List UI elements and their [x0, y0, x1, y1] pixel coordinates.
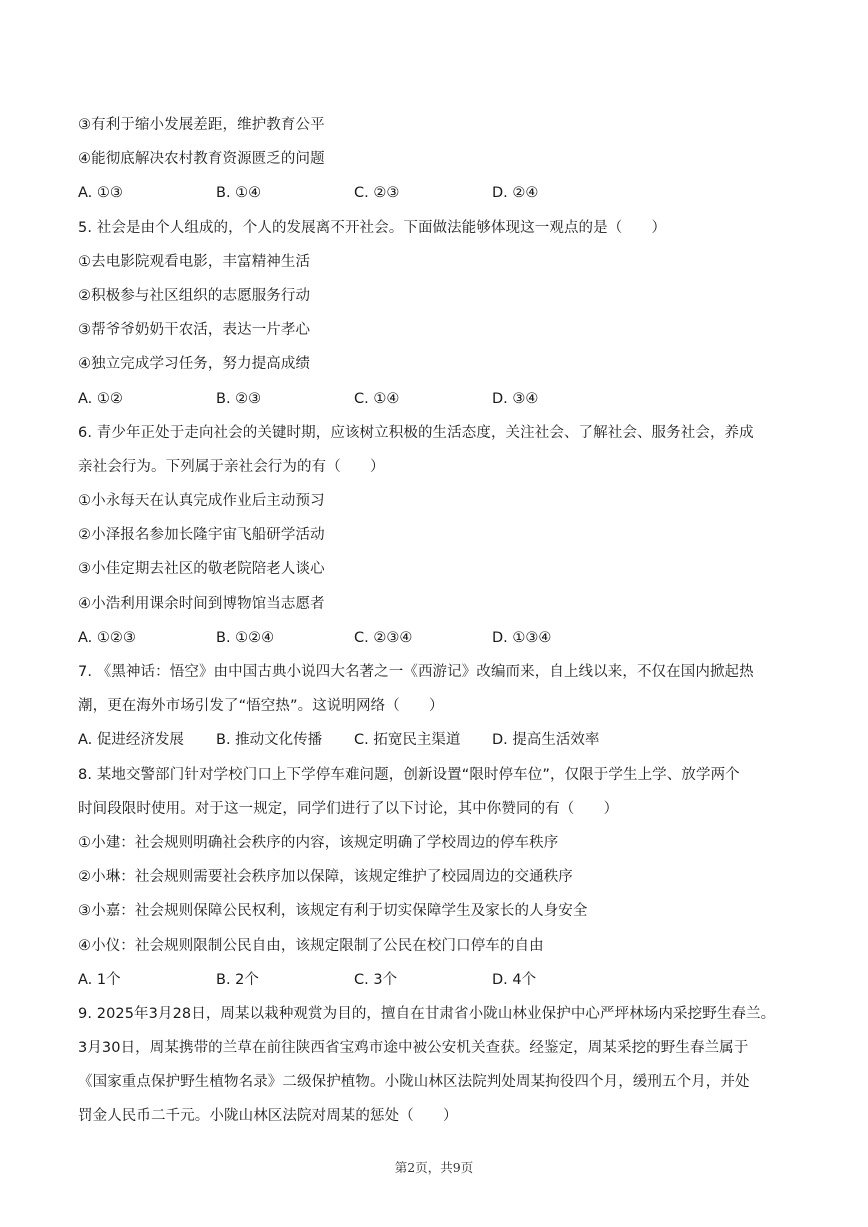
text-line: ③小佳定期去社区的敬老院陪老人谈心 [78, 561, 325, 578]
answer-options-row [78, 382, 790, 416]
text-line: 3月30日，周某携带的兰草在前往陕西省宝鸡市途中被公安机关查获。经鉴定，周某采挖的野生春兰属于 [78, 1040, 749, 1057]
text-line: ①去电影院观看电影，丰富精神生活 [78, 253, 311, 270]
answer-option: B. 2个 [216, 971, 259, 988]
answer-option: D. 4个 [492, 971, 537, 988]
answer-option: B. ①④ [216, 185, 262, 202]
text-line: 6. 青少年正处于走向社会的关键时期，应该树立积极的生活态度，关注社会、了解社会、服务社会，养成 [78, 424, 754, 441]
text-line: 亲社会行为。下列属于亲社会行为的有（ ） [78, 458, 385, 475]
answer-option: C. ②③④ [354, 629, 413, 646]
text-line: ①小建：社会规则明确社会秩序的内容，该规定明确了学校周边的停车秩序 [78, 834, 559, 851]
answer-options-row [78, 963, 790, 997]
text-line: ③小嘉：社会规则保障公民权利，该规定有利于切实保障学生及家长的人身安全 [78, 903, 588, 920]
text-line: ④小浩利用课余时间到博物馆当志愿者 [78, 595, 325, 612]
text-line: 5. 社会是由个人组成的，个人的发展离不开社会。下面做法能够体现这一观点的是（ ） [78, 219, 667, 236]
answer-option: A. 1个 [78, 971, 121, 988]
answer-option: C. ②③ [354, 185, 400, 202]
text-line: 9. 2025年3月28日，周某以栽种观赏为目的，擅自在甘肃省小陇山林业保护中心严坪林场内采挖野生春兰。 [78, 1005, 776, 1022]
answer-options-row [78, 176, 790, 210]
text-line: ④小仪：社会规则限制公民自由，该规定限制了公民在校门口停车的自由 [78, 937, 544, 954]
answer-option: A. ①② [78, 390, 123, 407]
text-line: ②积极参与社区组织的志愿服务行动 [78, 287, 311, 304]
answer-options-row [78, 621, 790, 655]
text-line: 8. 某地交警部门针对学校门口上下学停车难问题，创新设置“限时停车位”，仅限于学生上学、放学两个 [78, 766, 740, 783]
text-line: ①小永每天在认真完成作业后主动预习 [78, 493, 325, 510]
answer-option: C. 拓宽民主渠道 [354, 732, 461, 749]
answer-option: A. ①③ [78, 185, 123, 202]
text-line: ②小泽报名参加长隆宇宙飞船研学活动 [78, 527, 325, 544]
text-line: 7. 《黑神话：悟空》由中国古典小说四大名著之一《西游记》改编而来，自上线以来，不仅在国内掀起热 [78, 664, 754, 680]
text-line: ④能彻底解决农村教育资源匮乏的问题 [78, 151, 325, 168]
answer-option: B. 推动文化传播 [216, 732, 323, 749]
answer-option: A. ①②③ [78, 629, 136, 646]
answer-options-row [78, 723, 790, 757]
text-line: 罚金人民币二千元。小陇山林区法院对周某的惩处（ ） [78, 1108, 458, 1125]
answer-option: C. 3个 [354, 971, 398, 988]
text-line: ③有利于缩小发展差距，维护教育公平 [78, 117, 325, 133]
answer-option: B. ②③ [216, 390, 262, 407]
text-line: 潮，更在海外市场引发了“悟空热”。这说明网络（ ） [78, 698, 444, 715]
answer-option: D. 提高生活效率 [492, 732, 600, 749]
text-line: ④独立完成学习任务，努力提高成绩 [78, 356, 311, 373]
text-line: ②小琳：社会规则需要社会秩序加以保障，该规定维护了校园周边的交通秩序 [78, 869, 573, 886]
answer-option: D. ③④ [492, 390, 539, 407]
question-content [78, 108, 790, 1134]
text-line: ③帮爷爷奶奶干农活，表达一片孝心 [78, 322, 311, 339]
answer-option: D. ②④ [492, 185, 539, 202]
answer-option: A. 促进经济发展 [78, 732, 184, 749]
text-line: 时间段限时使用。对于这一规定，同学们进行了以下讨论，其中你赞同的有（ ） [78, 800, 619, 817]
answer-option: D. ①③④ [492, 629, 552, 646]
page-number-footer: 第2页，共9页 [394, 1160, 474, 1175]
text-line: 《国家重点保护野生植物名录》二级保护植物。小陇山林区法院判处周某拘役四个月，缓刑五个月，并处 [78, 1074, 750, 1091]
answer-option: B. ①②④ [216, 629, 275, 646]
answer-option: C. ①④ [354, 390, 400, 407]
